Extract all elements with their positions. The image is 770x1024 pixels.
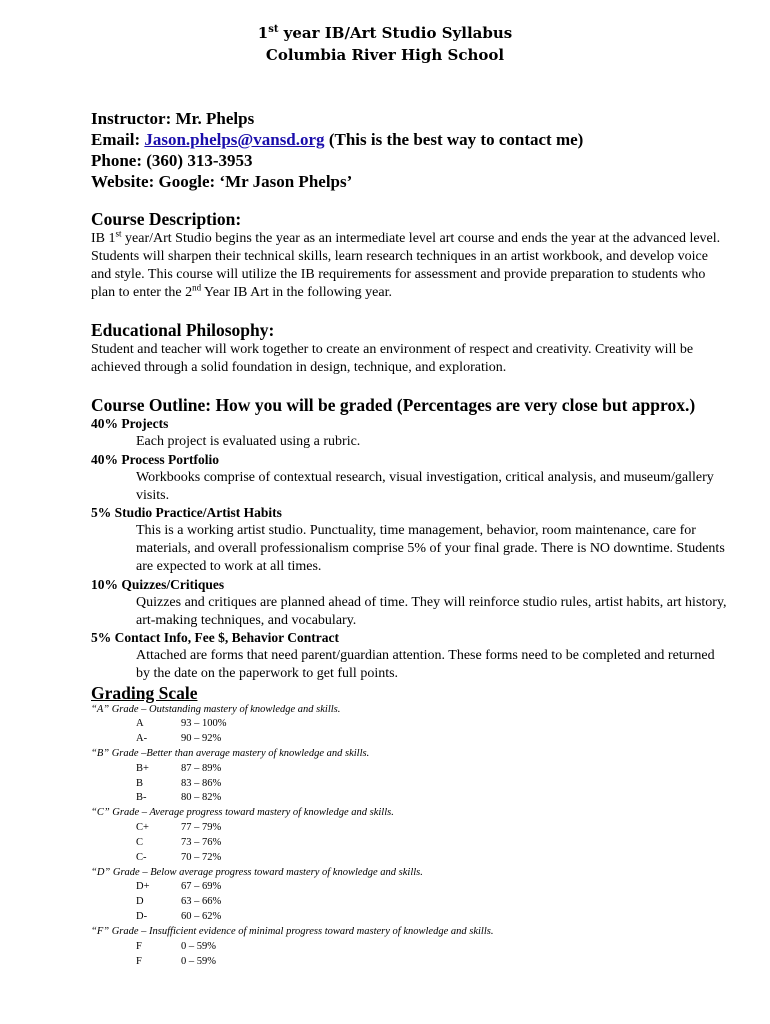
phone-line: Phone: (360) 313-3953	[91, 151, 253, 170]
grade-letter: D+	[136, 881, 150, 892]
desc-part-2: year/Art Studio begins the year as an intermediate level art course and ends the year at the advanced level. Students will sharpen their technical skills, learn research techniques in an artist workbook, and develop voice and style. This course will utilize the IB requirements for assessment and provide preparation to students who plan to enter the 2	[91, 231, 721, 300]
email-link[interactable]: Jason.phelps@vansd.org	[144, 130, 325, 149]
grade-range: 80 – 82%	[181, 792, 222, 803]
course-description-heading: Course Description:	[91, 209, 242, 229]
grade-row	[136, 881, 221, 892]
educational-philosophy-text: Student and teacher will work together to create an environment of respect and creativity. Creativity will be achieved through a solid foundation in design, technique, and exploration.	[91, 342, 694, 375]
outline-item-label: 5% Studio Practice/Artist Habits	[91, 505, 282, 520]
grade-range: 0 – 59%	[181, 941, 216, 952]
grade-note: “C” Grade – Average progress toward mastery of knowledge and skills.	[91, 807, 394, 818]
grade-range: 70 – 72%	[181, 852, 222, 863]
outline-item-desc: Quizzes and critiques are planned ahead of time. They will reinforce studio rules, artist habits, art history, art-making techniques, and vocabulary.	[136, 595, 727, 628]
grade-range: 83 – 86%	[181, 778, 222, 789]
grade-letter: C+	[136, 822, 149, 833]
title-superscript: st	[268, 24, 279, 35]
grade-letter: B-	[136, 792, 147, 803]
grade-row	[136, 956, 216, 967]
desc-sup-2: nd	[192, 282, 202, 293]
title-prefix: 1	[257, 24, 269, 42]
grade-letter: B	[136, 778, 144, 789]
grade-range: 87 – 89%	[181, 763, 222, 774]
grade-letter: F	[136, 941, 142, 952]
grade-letter: D	[136, 896, 144, 907]
grade-row	[136, 763, 221, 774]
grading-scale-heading: Grading Scale	[91, 683, 198, 703]
outline-item-desc: Workbooks comprise of contextual research, visual investigation, critical analysis, and museum/gallery visits.	[136, 470, 714, 503]
outline-item-label: 40% Projects	[91, 416, 169, 431]
grade-row	[136, 896, 221, 907]
grade-note: “B” Grade –Better than average mastery of knowledge and skills.	[91, 748, 370, 759]
grade-row	[136, 718, 227, 729]
grade-row	[136, 792, 221, 803]
grade-range: 63 – 66%	[181, 896, 222, 907]
outline-item-desc: Attached are forms that need parent/guardian attention. These forms need to be completed and returned by the date on the paperwork to get full points.	[136, 648, 715, 681]
school-name: Columbia River High School	[265, 46, 505, 64]
instructor-line: Instructor: Mr. Phelps	[91, 109, 255, 128]
grade-row	[136, 822, 221, 833]
grade-row	[136, 778, 221, 789]
grade-range: 73 – 76%	[181, 837, 222, 848]
grade-range: 67 – 69%	[181, 881, 222, 892]
grade-range: 77 – 79%	[181, 822, 222, 833]
desc-part-3: Year IB Art in the following year.	[201, 285, 392, 300]
grade-range: 0 – 59%	[181, 956, 216, 967]
grade-row	[136, 911, 221, 922]
email-line	[91, 130, 583, 150]
title-rest: year IB/Art Studio Syllabus	[278, 24, 513, 42]
outline-item-label: 5% Contact Info, Fee $, Behavior Contract	[91, 630, 339, 645]
grade-letter: C	[136, 837, 144, 848]
grade-letter: F	[136, 956, 142, 967]
desc-part-1: IB 1	[91, 231, 116, 246]
website-line: Website: Google: ‘Mr Jason Phelps’	[91, 172, 353, 191]
grade-note: “F” Grade – Insufficient evidence of minimal progress toward mastery of knowledge and skills.	[91, 926, 494, 937]
grade-range: 90 – 92%	[181, 733, 222, 744]
course-outline-heading: Course Outline: How you will be graded (Percentages are very close but approx.)	[91, 395, 696, 415]
course-description-text	[91, 230, 731, 302]
grade-letter: B+	[136, 763, 149, 774]
outline-item-label: 10% Quizzes/Critiques	[91, 577, 225, 592]
email-label: Email:	[91, 130, 145, 149]
syllabus-title	[0, 24, 770, 42]
grade-note: “D” Grade – Below average progress toward mastery of knowledge and skills.	[91, 867, 423, 878]
grade-row	[136, 852, 221, 863]
outline-item-desc: This is a working artist studio. Punctuality, time management, behavior, room maintenance, care for materials, and overall professionalism comprise 5% of your final grade. There is NO downtime. Students are expected to work at all times.	[136, 523, 725, 574]
grade-row	[136, 837, 221, 848]
email-note: (This is the best way to contact me)	[324, 130, 584, 149]
grade-letter: C-	[136, 852, 147, 863]
educational-philosophy-heading: Educational Philosophy:	[91, 320, 275, 340]
outline-item-desc: Each project is evaluated using a rubric.	[136, 434, 361, 449]
grade-letter: A-	[136, 733, 148, 744]
grade-row	[136, 733, 221, 744]
desc-sup-1: st	[115, 228, 122, 239]
grade-range: 60 – 62%	[181, 911, 222, 922]
outline-item-label: 40% Process Portfolio	[91, 452, 219, 467]
grade-row	[136, 941, 216, 952]
grade-letter: A	[136, 718, 144, 729]
grade-letter: D-	[136, 911, 148, 922]
grade-note: “A” Grade – Outstanding mastery of knowledge and skills.	[91, 704, 341, 715]
grade-range: 93 – 100%	[181, 718, 227, 729]
